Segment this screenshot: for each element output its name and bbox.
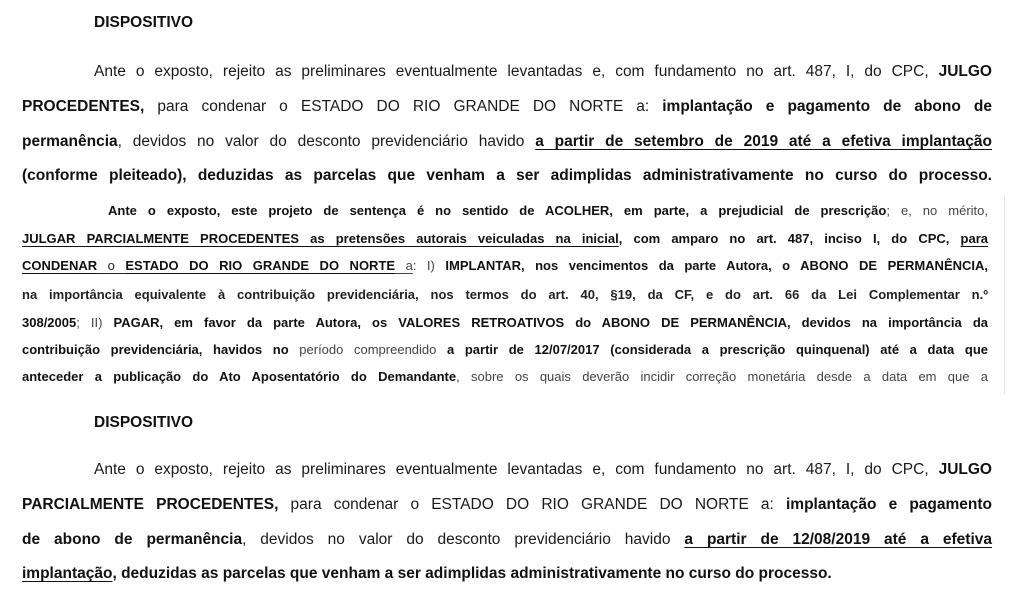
section2-line — [22, 342, 988, 357]
section2-line — [22, 315, 988, 330]
underlined-text: a — [395, 258, 413, 273]
section1-line — [22, 98, 992, 116]
section2-line: na importância equivalente à contribuição previdenciária, nos termos do art. 40, §19, da CF, e do art. 66 da Lei Complementar n.º — [22, 287, 988, 302]
bold-text: 308/2005 — [22, 315, 77, 330]
text: ; e, no mérito, — [886, 203, 988, 218]
bold-text: JULGO — [938, 63, 992, 80]
section1-heading: DISPOSITIVO — [94, 14, 194, 31]
section3-line — [22, 531, 992, 549]
underlined-text: para — [960, 231, 988, 246]
bold-text: implantação e pagamento de abono de — [662, 98, 992, 115]
underlined-text: as pretensões autorais veiculadas na inicial — [299, 231, 619, 246]
text: para condenar o ESTADO DO RIO GRANDE DO NORTE a: — [144, 98, 663, 115]
text: Ante o exposto, rejeito as preliminares eventualmente levantadas e, com fundamento no art. 487, I, do CPC, — [94, 461, 939, 478]
bold-text: anteceder a publicação do Ato Aposentatório do Demandante — [22, 369, 457, 384]
text: Ante o exposto, rejeito as preliminares eventualmente levantadas e, com fundamento no art. 487, I, do CPC, — [94, 63, 939, 80]
text: , devidos no valor do desconto previdenciário havido — [242, 531, 685, 548]
underlined-text: JULGAR PARCIALMENTE PROCEDENTES — [22, 231, 299, 246]
bold-text: , devidos na importância da — [787, 315, 988, 330]
bold-text: de abono de permanência — [22, 531, 243, 548]
section2-line — [108, 203, 988, 218]
bold-text: PAGAR, em favor da parte Autora, os VALORES RETROATIVOS do ABONO DE PERMANÊNCIA — [113, 315, 787, 330]
section2-line — [22, 369, 988, 384]
section2-line — [22, 258, 988, 273]
section1-line: (conforme pleiteado), deduzidas as parcelas que venham a ser adimplidas administrativamente no curso do processo. — [22, 167, 992, 184]
section2-line — [22, 231, 988, 246]
bold-text: , com amparo no art. 487, inciso I, do CPC, — [618, 231, 961, 246]
section3-line — [22, 496, 992, 514]
bold-text: a partir de 12/07/2017 (considerada a prescrição quinquenal) até a data que — [447, 342, 988, 357]
underlined-text: o — [97, 258, 126, 273]
section3-heading: DISPOSITIVO — [94, 414, 194, 431]
text: para condenar o ESTADO DO RIO GRANDE DO NORTE a: — [278, 496, 786, 513]
bold-text: PROCEDENTES, — [22, 98, 145, 115]
text: , devidos no valor do desconto previdenciário havido — [117, 133, 536, 150]
underlined-text: implantação — [22, 565, 113, 582]
section1-line — [22, 133, 992, 151]
bold-text: JULGO — [938, 461, 992, 478]
section1-line — [94, 63, 992, 81]
bold-text: IMPLANTAR, nos vencimentos da parte Autora, o ABONO DE PERMANÊNCIA, — [445, 258, 989, 273]
underlined-text: CONDENAR — [22, 258, 98, 273]
text: : I) — [412, 258, 446, 273]
text: , sobre os quais deverão incidir correção monetária desde a data em que a — [456, 369, 988, 384]
bold-text: permanência — [22, 133, 118, 150]
section3-line — [94, 461, 992, 479]
underlined-text: ESTADO DO RIO GRANDE DO NORTE — [125, 258, 396, 273]
text: período compreendido — [288, 342, 448, 357]
bold-text: contribuição previdenciária, havidos no — [22, 342, 289, 357]
section3-line — [22, 565, 992, 583]
underlined-text: a partir de setembro de 2019 até a efetiva implantação — [535, 133, 992, 150]
bold-text: Ante o exposto, este projeto de sentença é no sentido de ACOLHER, em parte, a prejudicial de prescrição — [108, 203, 887, 218]
bold-text: implantação e pagamento — [786, 496, 993, 513]
underlined-text: a partir de 12/08/2019 até a efetiva — [684, 531, 992, 548]
text: ; II) — [76, 315, 114, 330]
bold-text: , deduzidas as parcelas que venham a ser adimplidas administrativamente no curso do processo. — [112, 565, 832, 582]
bold-text: PARCIALMENTE PROCEDENTES, — [22, 496, 279, 513]
